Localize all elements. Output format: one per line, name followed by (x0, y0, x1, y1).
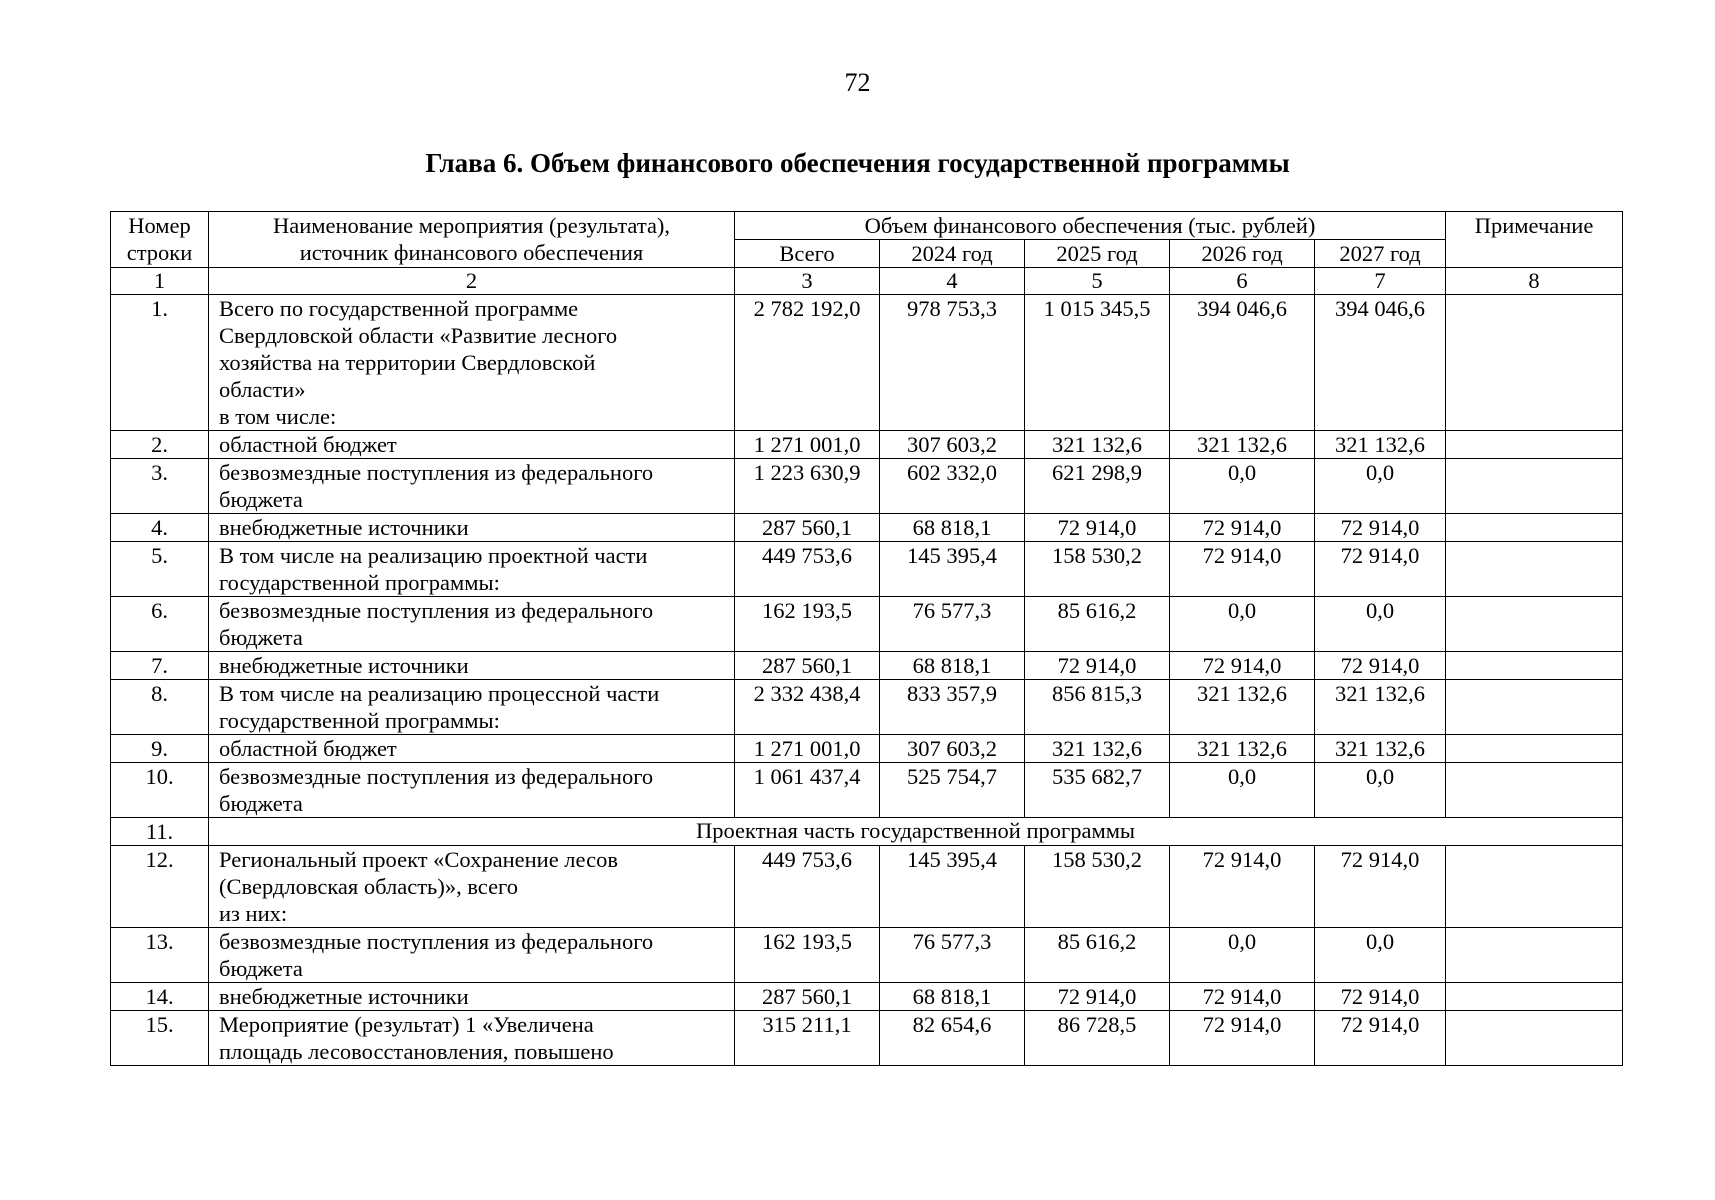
value-2027: 72 914,0 (1315, 652, 1446, 680)
row-note (1446, 928, 1623, 983)
value-2027: 0,0 (1315, 763, 1446, 818)
table-row (111, 542, 1623, 597)
value-2027: 72 914,0 (1315, 542, 1446, 597)
value-2027: 72 914,0 (1315, 846, 1446, 928)
value-2026: 321 132,6 (1170, 735, 1315, 763)
row-name-line: бюджета (219, 487, 303, 512)
row-note (1446, 542, 1623, 597)
value-2026: 0,0 (1170, 928, 1315, 983)
row-name-line: областной бюджет (219, 432, 397, 457)
row-name (209, 542, 735, 597)
row-name-line: внебюджетные источники (219, 653, 469, 678)
row-name (209, 1011, 735, 1066)
value-2026: 321 132,6 (1170, 431, 1315, 459)
column-index: 5 (1025, 268, 1170, 295)
row-name-line: областной бюджет (219, 736, 397, 761)
section-heading: Проектная часть государственной программы (209, 818, 1623, 846)
table-row (111, 295, 1623, 431)
value-total: 449 753,6 (735, 542, 880, 597)
row-name-line: области» (219, 377, 306, 402)
financing-table (110, 211, 1623, 1066)
row-name (209, 431, 735, 459)
column-index: 1 (111, 268, 209, 295)
row-name (209, 735, 735, 763)
value-2025: 621 298,9 (1025, 459, 1170, 514)
row-name (209, 763, 735, 818)
row-name-line: государственной программы: (219, 570, 500, 595)
header-2024: 2024 год (880, 240, 1025, 268)
row-number: 6. (111, 597, 209, 652)
value-2025: 85 616,2 (1025, 597, 1170, 652)
row-name (209, 514, 735, 542)
value-2025: 321 132,6 (1025, 431, 1170, 459)
header-name (209, 212, 735, 268)
row-number: 15. (111, 1011, 209, 1066)
row-number: 3. (111, 459, 209, 514)
row-name (209, 459, 735, 514)
value-2025: 72 914,0 (1025, 652, 1170, 680)
row-note (1446, 983, 1623, 1011)
row-name (209, 295, 735, 431)
value-total: 1 271 001,0 (735, 735, 880, 763)
page-title: Глава 6. Объем финансового обеспечения государственной программы (425, 148, 1290, 178)
value-total: 2 332 438,4 (735, 680, 880, 735)
value-2025: 158 530,2 (1025, 846, 1170, 928)
value-total: 287 560,1 (735, 652, 880, 680)
row-number: 4. (111, 514, 209, 542)
value-2024: 68 818,1 (880, 652, 1025, 680)
row-number: 2. (111, 431, 209, 459)
row-name-line: из них: (219, 901, 288, 926)
row-name-line: в том числе: (219, 404, 337, 429)
row-name-line: безвозмездные поступления из федерального (219, 460, 654, 485)
row-name-line: В том числе на реализацию процессной части (219, 681, 660, 706)
header-note: Примечание (1446, 212, 1623, 268)
value-2024: 145 395,4 (880, 542, 1025, 597)
value-2026: 72 914,0 (1170, 652, 1315, 680)
header-text: Наименование мероприятия (результата), (272, 213, 671, 238)
row-number: 8. (111, 680, 209, 735)
row-name-line: безвозмездные поступления из федерального (219, 929, 654, 954)
value-2027: 321 132,6 (1315, 735, 1446, 763)
value-total: 315 211,1 (735, 1011, 880, 1066)
table-row (111, 459, 1623, 514)
row-number: 11. (111, 818, 209, 846)
row-name-line: хозяйства на территории Свердловской (219, 350, 596, 375)
row-number: 7. (111, 652, 209, 680)
value-2024: 602 332,0 (880, 459, 1025, 514)
value-2026: 321 132,6 (1170, 680, 1315, 735)
row-number: 9. (111, 735, 209, 763)
row-name-line: Свердловской области «Развитие лесного (219, 323, 618, 348)
header-volume: Объем финансового обеспечения (тыс. рублей) (735, 212, 1446, 240)
header-text: источник финансового обеспечения (299, 240, 644, 265)
table-row (111, 735, 1623, 763)
value-total: 287 560,1 (735, 514, 880, 542)
value-2024: 76 577,3 (880, 597, 1025, 652)
row-name-line: Региональный проект «Сохранение лесов (219, 847, 618, 872)
row-note (1446, 763, 1623, 818)
row-name-line: внебюджетные источники (219, 515, 469, 540)
table-row (111, 680, 1623, 735)
value-2024: 307 603,2 (880, 431, 1025, 459)
value-2024: 68 818,1 (880, 983, 1025, 1011)
value-2026: 72 914,0 (1170, 846, 1315, 928)
value-2024: 82 654,6 (880, 1011, 1025, 1066)
value-2025: 72 914,0 (1025, 514, 1170, 542)
header-total: Всего (735, 240, 880, 268)
row-name-line: внебюджетные источники (219, 984, 469, 1009)
row-number: 10. (111, 763, 209, 818)
row-name-line: бюджета (219, 956, 303, 981)
value-2025: 72 914,0 (1025, 983, 1170, 1011)
row-number: 14. (111, 983, 209, 1011)
column-index: 7 (1315, 268, 1446, 295)
header-text: Номер (128, 213, 191, 238)
table-row (111, 431, 1623, 459)
value-2026: 72 914,0 (1170, 514, 1315, 542)
value-2026: 72 914,0 (1170, 983, 1315, 1011)
row-number: 1. (111, 295, 209, 431)
header-2027: 2027 год (1315, 240, 1446, 268)
row-name-line: Мероприятие (результат) 1 «Увеличена (219, 1012, 594, 1037)
column-index: 3 (735, 268, 880, 295)
value-2027: 321 132,6 (1315, 680, 1446, 735)
value-2026: 72 914,0 (1170, 542, 1315, 597)
header-2025: 2025 год (1025, 240, 1170, 268)
value-2025: 321 132,6 (1025, 735, 1170, 763)
row-name (209, 983, 735, 1011)
value-2027: 321 132,6 (1315, 431, 1446, 459)
row-note (1446, 1011, 1623, 1066)
value-2025: 1 015 345,5 (1025, 295, 1170, 431)
row-name (209, 680, 735, 735)
table-row (111, 983, 1623, 1011)
value-total: 287 560,1 (735, 983, 880, 1011)
row-name-line: безвозмездные поступления из федерального (219, 764, 654, 789)
header-row-1 (111, 212, 1623, 240)
row-note (1446, 459, 1623, 514)
value-2024: 307 603,2 (880, 735, 1025, 763)
value-2024: 978 753,3 (880, 295, 1025, 431)
row-number: 12. (111, 846, 209, 928)
value-total: 449 753,6 (735, 846, 880, 928)
value-2027: 394 046,6 (1315, 295, 1446, 431)
value-total: 162 193,5 (735, 928, 880, 983)
row-name (209, 652, 735, 680)
table-row (111, 928, 1623, 983)
value-2026: 72 914,0 (1170, 1011, 1315, 1066)
row-name (209, 597, 735, 652)
table-row (111, 652, 1623, 680)
row-note (1446, 295, 1623, 431)
value-2024: 76 577,3 (880, 928, 1025, 983)
table-row (111, 763, 1623, 818)
column-index: 8 (1446, 268, 1623, 295)
value-2024: 833 357,9 (880, 680, 1025, 735)
row-note (1446, 735, 1623, 763)
column-index-row (111, 268, 1623, 295)
table-body (111, 295, 1623, 1066)
row-name-line: государственной программы: (219, 708, 500, 733)
value-2026: 394 046,6 (1170, 295, 1315, 431)
page-number: 72 (844, 68, 871, 97)
row-name-line: (Свердловская область)», всего (219, 874, 518, 899)
row-name-line: бюджета (219, 625, 303, 650)
table-row (111, 818, 1623, 846)
value-2024: 525 754,7 (880, 763, 1025, 818)
row-name (209, 846, 735, 928)
value-2025: 856 815,3 (1025, 680, 1170, 735)
value-2026: 0,0 (1170, 763, 1315, 818)
row-note (1446, 514, 1623, 542)
value-2027: 0,0 (1315, 928, 1446, 983)
value-2027: 0,0 (1315, 597, 1446, 652)
row-note (1446, 680, 1623, 735)
header-row-number (111, 212, 209, 268)
row-name-line: площадь лесовосстановления, повышено (219, 1039, 614, 1064)
row-note (1446, 846, 1623, 928)
value-total: 1 223 630,9 (735, 459, 880, 514)
value-total: 1 061 437,4 (735, 763, 880, 818)
row-note (1446, 597, 1623, 652)
table-row (111, 846, 1623, 928)
header-text: строки (126, 240, 193, 265)
table-row (111, 514, 1623, 542)
row-note (1446, 652, 1623, 680)
value-total: 2 782 192,0 (735, 295, 880, 431)
header-2026: 2026 год (1170, 240, 1315, 268)
row-number: 13. (111, 928, 209, 983)
value-total: 1 271 001,0 (735, 431, 880, 459)
row-name (209, 928, 735, 983)
table-row (111, 597, 1623, 652)
value-2025: 86 728,5 (1025, 1011, 1170, 1066)
column-index: 6 (1170, 268, 1315, 295)
row-name-line: безвозмездные поступления из федерального (219, 598, 654, 623)
row-name-line: бюджета (219, 791, 303, 816)
value-2025: 85 616,2 (1025, 928, 1170, 983)
row-name-line: В том числе на реализацию проектной части (219, 543, 648, 568)
value-2027: 72 914,0 (1315, 514, 1446, 542)
row-note (1446, 431, 1623, 459)
value-2026: 0,0 (1170, 459, 1315, 514)
value-2027: 72 914,0 (1315, 983, 1446, 1011)
value-2025: 535 682,7 (1025, 763, 1170, 818)
column-index: 2 (209, 268, 735, 295)
value-2026: 0,0 (1170, 597, 1315, 652)
value-2024: 68 818,1 (880, 514, 1025, 542)
value-2025: 158 530,2 (1025, 542, 1170, 597)
row-name-line: Всего по государственной программе (219, 296, 579, 321)
value-2027: 0,0 (1315, 459, 1446, 514)
row-number: 5. (111, 542, 209, 597)
value-2027: 72 914,0 (1315, 1011, 1446, 1066)
value-2024: 145 395,4 (880, 846, 1025, 928)
table-row (111, 1011, 1623, 1066)
value-total: 162 193,5 (735, 597, 880, 652)
column-index: 4 (880, 268, 1025, 295)
